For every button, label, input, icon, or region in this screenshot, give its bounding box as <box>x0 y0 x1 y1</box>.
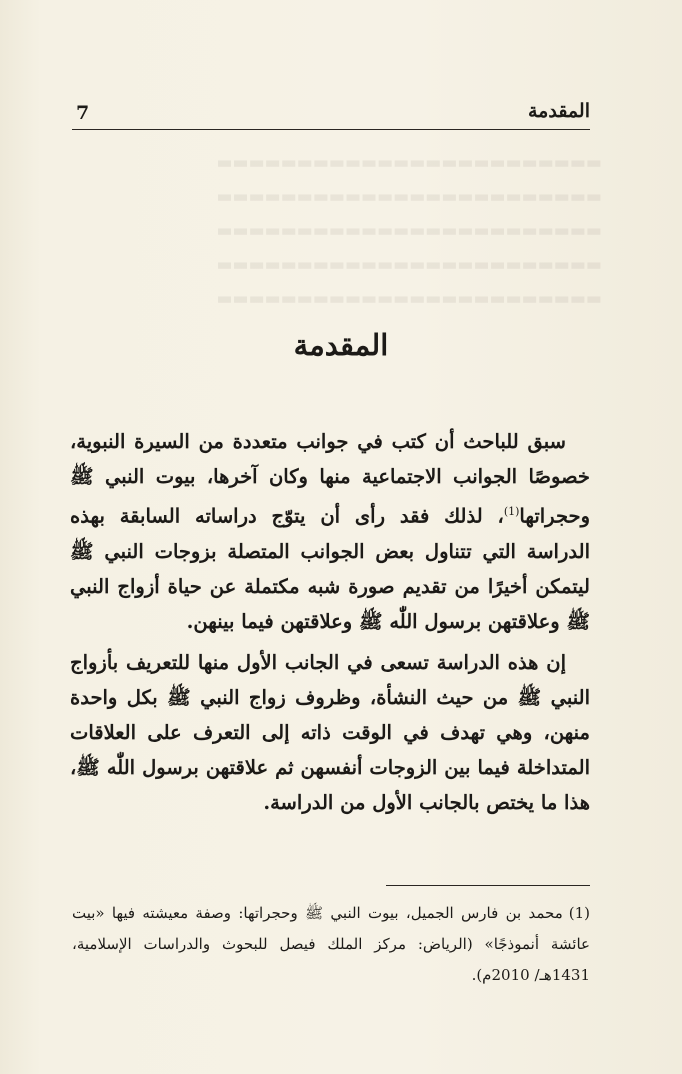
paragraph-1-text-b: ، لذلك فقد رأى أن يتوّج دراساته السابقة بهذه الدراسة التي تتناول بعض الجوانب المتصلة بزوجات النبي ﷺ ليتمكن أخيرًا من تقديم صورة شبه مكتملة عن حياة أزواج النبي ﷺ وعلاقتهن برسول اللّٰه ﷺ وعلاقتهن فيما بينهن. <box>70 504 590 633</box>
bleed-through: ▬▬▬▬▬▬▬▬▬▬▬▬▬▬▬▬▬▬▬▬▬▬▬▬ <box>216 187 602 207</box>
paragraph-1-text-a: سبق للباحث أن كتب في جوانب متعددة من السيرة النبوية، خصوصًا الجوانب الاجتماعية منها وكان آخرها، بيوت النبي ﷺ وحجراتها <box>70 430 590 528</box>
bleed-through: ▬▬▬▬▬▬▬▬▬▬▬▬▬▬▬▬▬▬▬▬▬▬▬▬ <box>216 221 602 241</box>
page-header <box>72 96 590 130</box>
bleed-through: ▬▬▬▬▬▬▬▬▬▬▬▬▬▬▬▬▬▬▬▬▬▬▬▬ <box>216 289 602 309</box>
paragraph-2: إن هذه الدراسة تسعى في الجانب الأول منها للتعريف بأزواج النبي ﷺ من حيث النشأة، وظروف زواج النبي ﷺ بكل واحدة منهن، وهي تهدف في الوقت ذاته إلى التعرف على العلاقات المتداخلة فيما بين الزوجات أنفسهن ثم علاقتهن برسول اللّٰه ﷺ، هذا ما يختص بالجانب الأول من الدراسة. <box>70 650 590 814</box>
page-number: 7 <box>76 102 90 124</box>
header-rule <box>72 129 590 130</box>
bleed-through: ▬▬▬▬▬▬▬▬▬▬▬▬▬▬▬▬▬▬▬▬▬▬▬▬ <box>216 153 602 173</box>
footnote-reference[interactable]: (1) <box>503 505 520 518</box>
footnote <box>72 898 590 991</box>
footnote-text: محمد بن فارس الجميل، بيوت النبي ﷺ وحجراتها: وصفة معيشته فيها «بيت عائشة أنموذجًا» (الرياض: مركز الملك فيصل للبحوث والدراسات الإسلامية، 1431هـ/ 2010م). <box>72 904 590 984</box>
footnote-label: (1) <box>568 904 590 922</box>
running-title: المقدمة <box>527 100 590 122</box>
paragraph-1 <box>70 424 590 639</box>
footnote-rule <box>386 885 590 886</box>
bleed-through: ▬▬▬▬▬▬▬▬▬▬▬▬▬▬▬▬▬▬▬▬▬▬▬▬ <box>216 255 602 275</box>
body-text <box>70 424 590 820</box>
chapter-title: المقدمة <box>293 328 389 362</box>
